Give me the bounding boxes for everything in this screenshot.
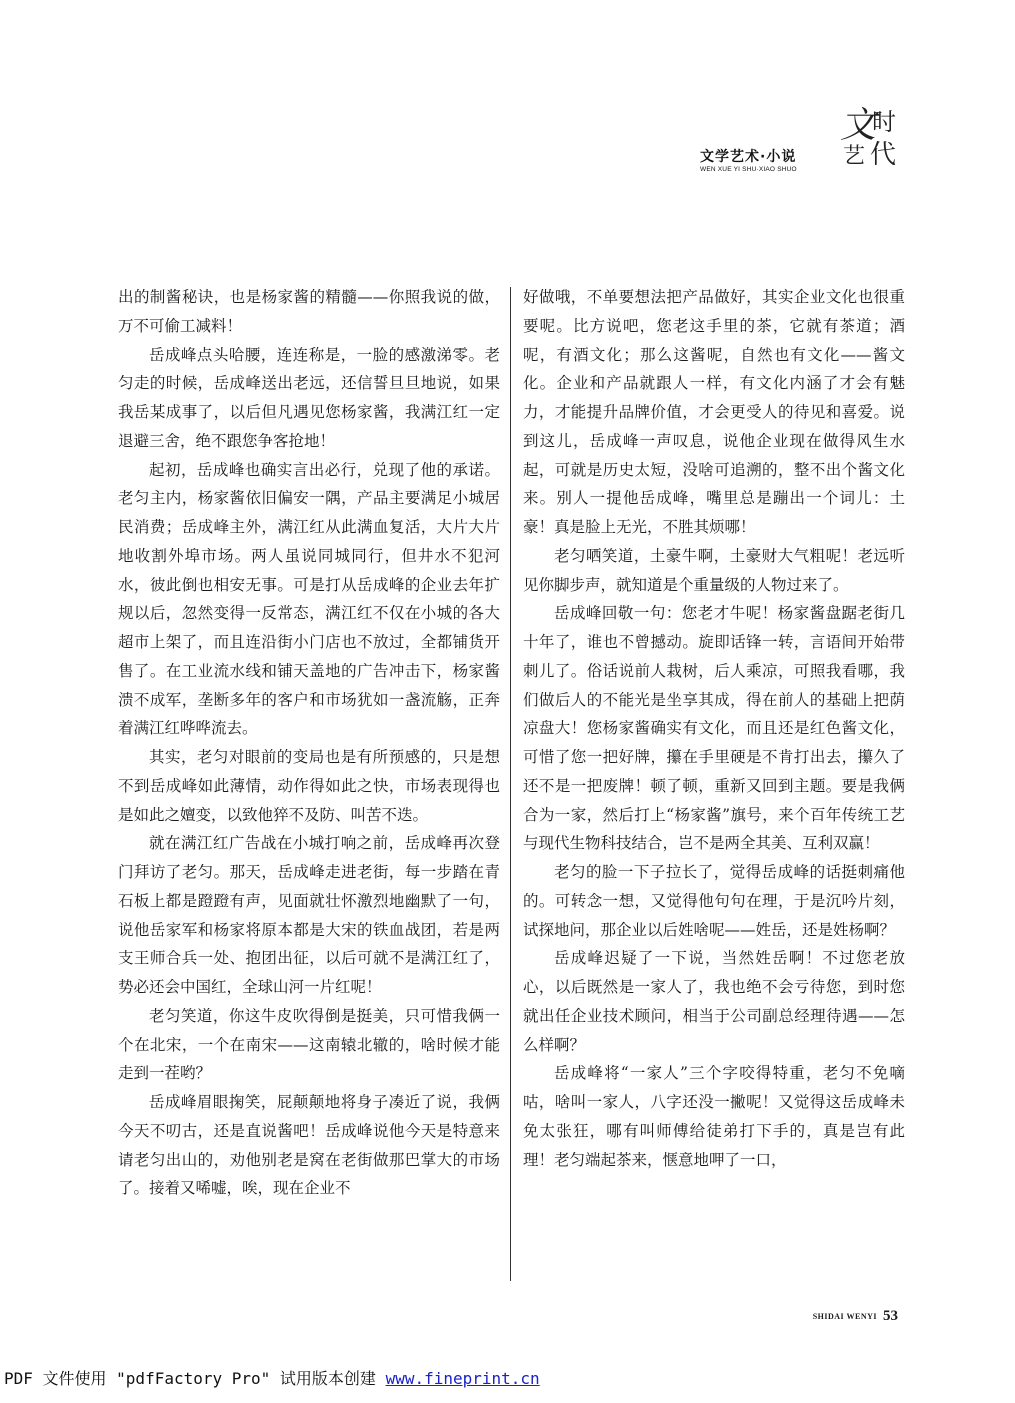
paragraph: 好做哦，不单要想法把产品做好，其实企业文化也很重要呢。比方说吧，您老这手里的茶，它就有茶道；酒呢，有酒文化；那么这酱呢，自然也有文化——酱文化。企业和产品就跟人一样，有文化内涵了才会有魅力，才能提升品牌价值，才会更受人的待见和喜爱。说到这儿，岳成峰一声叹息，说他企业现在做得风生水起，可就是历史太短，没啥可追溯的，整不出个酱文化来。别人一提他岳成峰，嘴里总是蹦出一个词儿：土豪！真是脸上无光，不胜其烦哪！ <box>523 288 905 536</box>
section-title: 文学艺术·小说 <box>700 149 797 165</box>
paragraph: 就在满江红广告战在小城打响之前，岳成峰再次登门拜访了老匀。那天，岳成峰走进老街，每一步踏在青石板上都是蹬蹬有声，见面就壮怀激烈地幽默了一句，说他岳家军和杨家将原本都是大宋的铁血战团，若是两支王师合兵一处、抱团出征，以后可就不是满江红了，势必还会中国红，全球山河一片红呢！ <box>118 834 500 996</box>
paragraph: 岳成峰眉眼掬笑，屁颠颠地将身子凑近了说，我俩今天不叨古，还是直说酱吧！岳成峰说他今天是特意来请老匀出山的，劝他别老是窝在老街做那巴掌大的市场了。接着又唏嘘，唉，现在企业不 <box>118 1093 500 1198</box>
fineprint-link[interactable]: www.fineprint.cn <box>385 1369 540 1388</box>
logo-char-wen: 文 <box>840 105 877 146</box>
paragraph: 老匀笑道，你这牛皮吹得倒是挺美，只可惜我俩一个在北宋，一个在南宋——这南辕北辙的，啥时候才能走到一茬哟？ <box>118 1006 500 1083</box>
paragraph: 其实，老匀对眼前的变局也是有所预感的，只是想不到岳成峰如此薄情，动作得如此之快，市场表现得也是如此之嬗变，以致他猝不及防、叫苦不迭。 <box>118 748 500 824</box>
section-pinyin: WEN XUE YI SHU·XIAO SHUO <box>700 166 797 173</box>
pdf-banner-text: PDF 文件使用 "pdfFactory Pro" 试用版本创建 <box>4 1369 386 1388</box>
logo-char-dai: 代 <box>870 140 897 170</box>
page-footer <box>813 1307 898 1325</box>
footer-brand: SHIDAI WENYI <box>812 1311 877 1321</box>
article-column-left <box>118 283 500 1203</box>
logo-char-yi: 艺 <box>843 144 866 169</box>
paragraph: 岳成峰迟疑了一下说，当然姓岳啊！不过您老放心，以后既然是一家人了，我也绝不会亏待您，到时您就出任企业技术顾问，相当于公司副总经理待遇——怎么样啊？ <box>523 949 905 1054</box>
paragraph: 老匀的脸一下子拉长了，觉得岳成峰的话挺刺痛他的。可转念一想，又觉得他句句在理，于是沉吟片刻，试探地问，那企业以后姓啥呢——姓岳，还是姓杨啊？ <box>523 863 905 939</box>
paragraph: 出的制酱秘诀，也是杨家酱的精髓——你照我说的做，万不可偷工减料！ <box>118 288 500 335</box>
magazine-logo <box>840 105 900 174</box>
paragraph: 岳成峰将“一家人”三个字咬得特重，老匀不免嘀咕，啥叫一家人，八字还没一撇呢！又觉得这岳成峰未免太张狂，哪有叫师傅给徒弟打下手的，真是岂有此理！老匀端起茶来，惬意地呷了一口， <box>523 1064 905 1169</box>
paragraph: 岳成峰回敬一句：您老才牛呢！杨家酱盘踞老街几十年了，谁也不曾撼动。旋即话锋一转，言语间开始带刺儿了。俗话说前人栽树，后人乘凉，可照我看哪，我们做后人的不能光是坐享其成，得在前人的基础上把荫凉盘大！您杨家酱确实有文化，而且还是红色酱文化，可惜了您一把好牌，攥在手里硬是不肯打出去，攥久了还不是一把废牌！顿了顿，重新又回到主题。要是我俩合为一家，然后打上“杨家酱”旗号，来个百年传统工艺与现代生物科技结合，岂不是两全其美、互利双赢！ <box>523 604 905 853</box>
section-header <box>700 105 900 178</box>
paragraph: 起初，岳成峰也确实言出必行，兑现了他的承诺。老匀主内，杨家酱依旧偏安一隅，产品主要满足小城居民消费；岳成峰主外，满江红从此满血复活，大片大片地收割外埠市场。两人虽说同城同行，但井水不犯河水，彼此倒也相安无事。可是打从岳成峰的企业去年扩规以后，忽然变得一反常态，满江红不仅在小城的各大超市上架了，而且连沿街小门店也不放过，全都铺货开售了。在工业流水线和铺天盖地的广告冲击下，杨家酱溃不成军，垄断多年的客户和市场犹如一盏流觞，正奔着满江红哗哗流去。 <box>118 460 500 738</box>
paragraph: 岳成峰点头哈腰，连连称是，一脸的感激涕零。老匀走的时候，岳成峰送出老远，还信誓旦旦地说，如果我岳某成事了，以后但凡遇见您杨家酱，我满江红一定退避三舍，绝不跟您争客抢地！ <box>118 345 500 450</box>
page-number: 53 <box>883 1307 898 1324</box>
article-column-right <box>523 283 905 1174</box>
paragraph: 老匀哂笑道，土豪牛啊，土豪财大气粗呢！老远听见你脚步声，就知道是个重量级的人物过来了。 <box>523 546 905 594</box>
logo-char-shi: 时 <box>872 108 896 136</box>
column-divider <box>510 287 511 1281</box>
pdf-creator-banner <box>4 1366 540 1389</box>
